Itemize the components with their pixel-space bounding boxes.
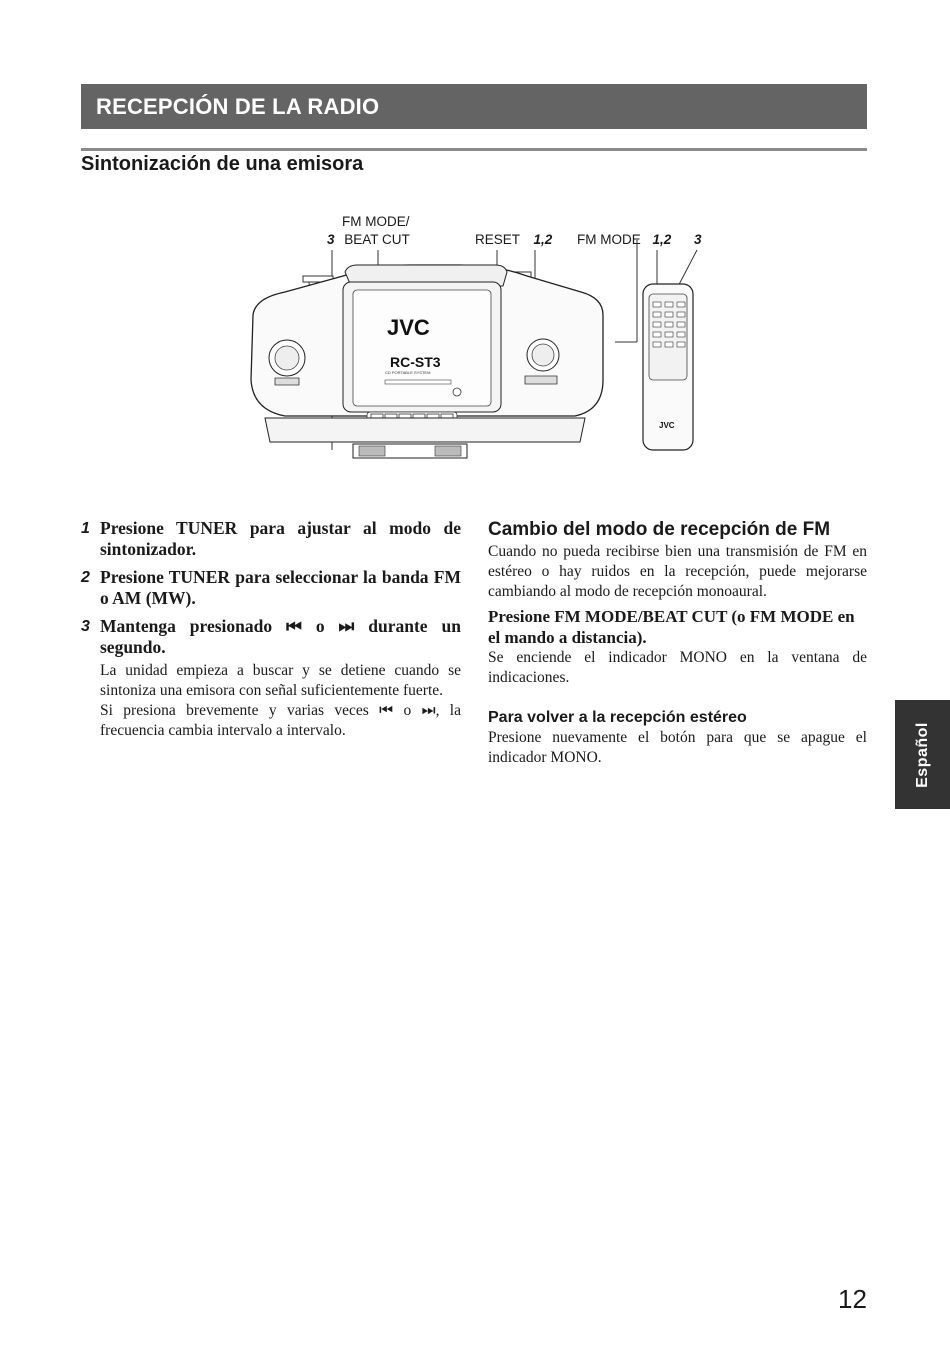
subtitle-rule bbox=[81, 148, 867, 151]
step-1 bbox=[81, 518, 461, 560]
language-tab bbox=[895, 700, 950, 809]
language-tab-label: Español bbox=[913, 721, 931, 788]
step-3-note-1: La unidad empieza a buscar y se detiene cuando se sintoniza una emisora con señal suficientemente fuerte. bbox=[100, 662, 461, 699]
fm-mode-column bbox=[488, 518, 867, 768]
fm-section-result: Se enciende el indicador MONO en la ventana de indicaciones. bbox=[488, 649, 867, 686]
step-3-text-a: Mantenga presionado bbox=[100, 616, 287, 636]
section-header bbox=[81, 84, 867, 129]
step-3-note-2-a: Si presiona brevemente y varias veces bbox=[100, 702, 380, 719]
model-logo: RC-ST3 bbox=[390, 354, 441, 370]
step-3-note-2-c: , la frecuencia cambia intervalo a intervalo. bbox=[100, 702, 461, 739]
step-1-number: 1 bbox=[81, 520, 90, 537]
label-beat-cut: BEAT CUT bbox=[344, 232, 410, 247]
step-3-note-2 bbox=[81, 701, 461, 741]
section-title: RECEPCIÓN DE LA RADIO bbox=[96, 94, 380, 119]
step-3-number: 3 bbox=[81, 618, 90, 635]
page-subtitle: Sintonización de una emisora bbox=[81, 153, 364, 175]
stereo-title: Para volver a la recepción estéreo bbox=[488, 709, 747, 726]
skip-prev-icon: ⏮ bbox=[286, 616, 302, 636]
step-3 bbox=[81, 616, 461, 658]
skip-next-icon: ⏭ bbox=[421, 702, 436, 719]
skip-next-icon: ⏭ bbox=[338, 616, 355, 636]
label-fm-mode-beat-cut-num: 3 bbox=[327, 232, 335, 247]
fm-section-title: Cambio del modo de recepción de FM bbox=[488, 519, 831, 540]
step-2 bbox=[81, 567, 461, 609]
label-reset-text: RESET bbox=[475, 232, 520, 247]
label-fm-mode-num: 1,2 bbox=[652, 232, 672, 247]
label-reset-num: 1,2 bbox=[533, 232, 553, 247]
step-3-note-2-b: o bbox=[393, 702, 422, 719]
stereo-body: Presione nuevamente el botón para que se apague el indicador MONO. bbox=[488, 729, 867, 766]
skip-prev-icon: ⏮ bbox=[379, 702, 394, 719]
model-sub: CD PORTABLE SYSTEM bbox=[385, 370, 431, 375]
step-1-text: Presione TUNER para ajustar al modo de sintonizador. bbox=[100, 518, 461, 559]
step-2-text: Presione TUNER para seleccionar la banda FM o AM (MW). bbox=[100, 567, 461, 608]
remote-brand-logo: JVC bbox=[659, 421, 675, 430]
step-3-text-c: durante un segundo. bbox=[100, 616, 462, 657]
steps-column bbox=[81, 518, 461, 741]
brand-logo: JVC bbox=[387, 315, 430, 340]
boombox-illustration bbox=[235, 210, 715, 470]
label-remote-num-text: 3 bbox=[694, 232, 702, 247]
label-fm-mode-beat-cut-line1: FM MODE/ bbox=[342, 214, 410, 229]
fm-section-instruction: Presione FM MODE/BEAT CUT (o FM MODE en el mando a distancia). bbox=[488, 607, 855, 647]
label-fm-mode-text: FM MODE bbox=[577, 232, 641, 247]
step-3-text-b: o bbox=[301, 616, 339, 636]
device-diagram bbox=[235, 210, 715, 470]
step-2-number: 2 bbox=[81, 569, 90, 586]
page-number: 12 bbox=[838, 1284, 867, 1314]
fm-section-body: Cuando no pueda recibirse bien una transmisión de FM en estéreo o hay ruidos en la recepción, puede mejorarse cambiando al modo de recepción monoaural. bbox=[488, 543, 867, 600]
